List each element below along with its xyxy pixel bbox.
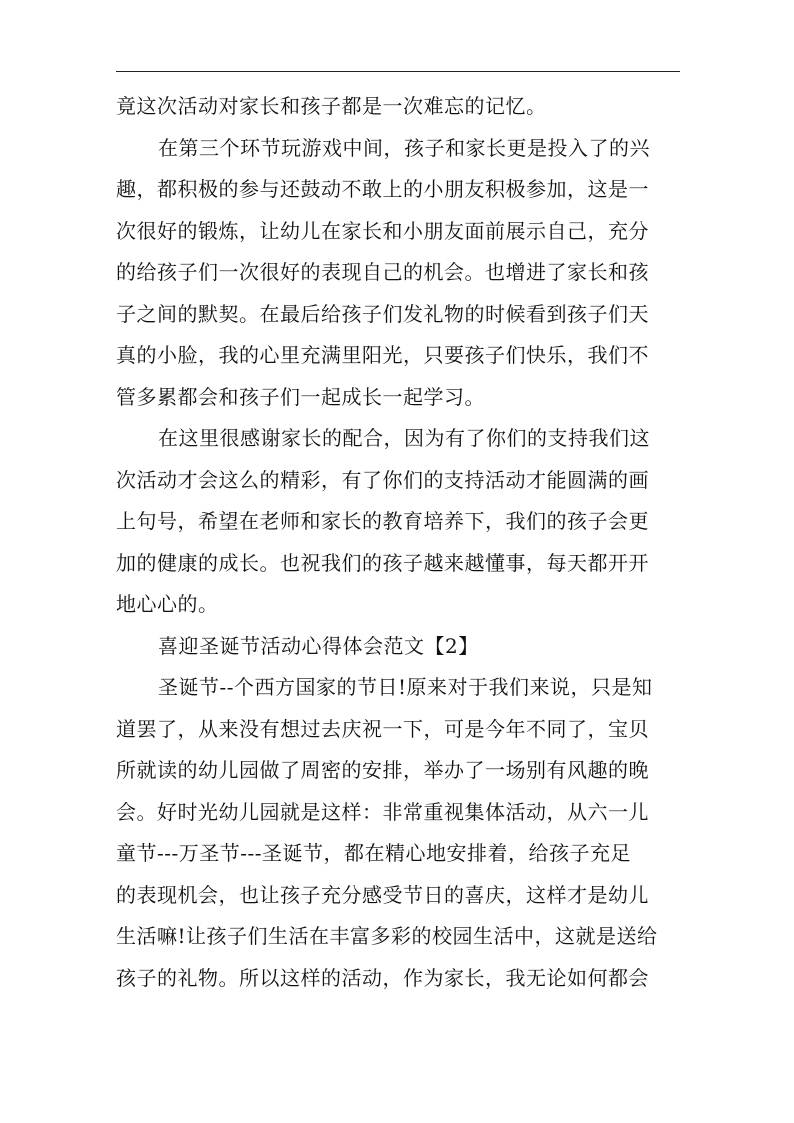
text-line: 趣，都积极的参与还鼓动不敢上的小朋友积极参加，这是一	[116, 177, 649, 201]
text-line: 会。好时光幼儿园就是这样：非常重视集体活动，从六一儿	[116, 799, 649, 824]
text-line: 所就读的幼儿园做了周密的安排，举办了一场别有风趣的晚	[116, 758, 649, 782]
text-line: 次活动才会这么的精彩，有了你们的支持活动才能圆满的画	[116, 467, 649, 492]
text-line: 管多累都会和孩子们一起成长一起学习。	[116, 384, 485, 409]
text-line: 圣诞节--个西方国家的节日!原来对于我们来说，只是知	[158, 675, 653, 699]
header-rule	[116, 71, 680, 72]
text-line: 的表现机会，也让孩子充分感受节日的喜庆，这样才是幼儿	[116, 882, 649, 907]
text-line: 竟这次活动对家长和孩子都是一次难忘的记忆。	[116, 94, 547, 118]
text-line: 喜迎圣诞节活动心得体会范文【2】	[158, 633, 479, 658]
text-line: 次很好的锻炼，让幼儿在家长和小朋友面前展示自己，充分	[116, 218, 649, 243]
text-line: 的给孩子们一次很好的表现自己的机会。也增进了家长和孩	[116, 260, 649, 284]
text-line: 加的健康的成长。也祝我们的孩子越来越懂事，每天都开开	[116, 550, 649, 575]
text-line: 在这里很感谢家长的配合，因为有了你们的支持我们这	[158, 426, 650, 450]
text-line: 子之间的默契。在最后给孩子们发礼物的时候看到孩子们天	[116, 301, 649, 326]
text-line: 道罢了，从来没有想过去庆祝一下，可是今年不同了，宝贝	[116, 716, 649, 741]
text-line: 上句号，希望在老师和家长的教育培养下，我们的孩子会更	[116, 509, 649, 533]
text-line: 童节---万圣节---圣诞节，都在精心地安排着，给孩子充足	[116, 841, 632, 865]
text-line: 真的小脸，我的心里充满里阳光，只要孩子们快乐，我们不	[116, 343, 649, 367]
text-line: 在第三个环节玩游戏中间，孩子和家长更是投入了的兴	[158, 135, 650, 160]
body-text	[116, 86, 696, 999]
text-line: 生活嘛!让孩子们生活在丰富多彩的校园生活中，这就是送给	[116, 924, 658, 948]
text-line: 地心心的。	[116, 592, 219, 616]
text-line: 孩子的礼物。所以这样的活动，作为家长，我无论如何都会	[116, 965, 649, 990]
